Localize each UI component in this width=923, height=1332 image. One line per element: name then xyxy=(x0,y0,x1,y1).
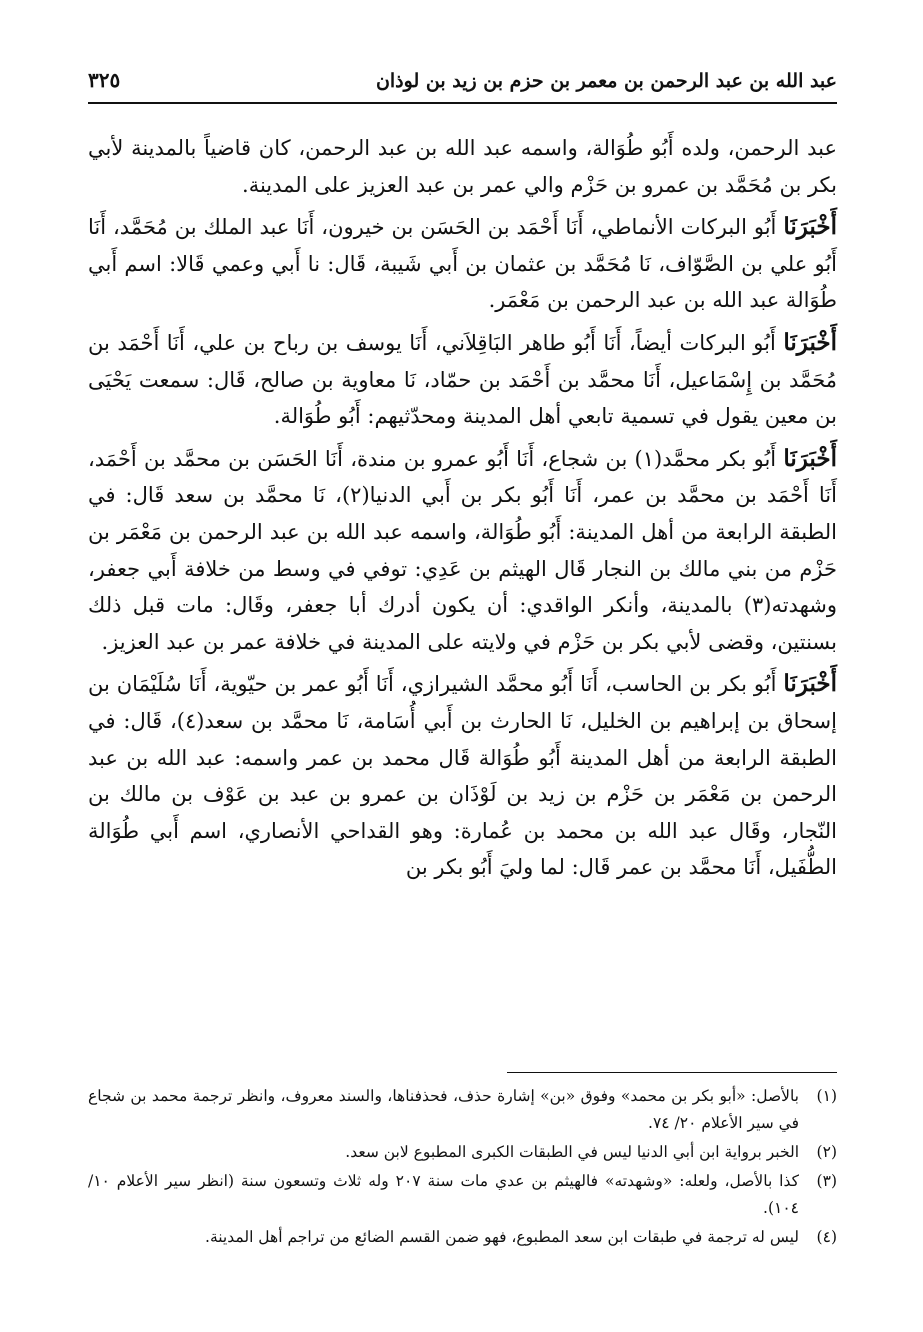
footnote-number: (١) xyxy=(816,1087,837,1105)
paragraph-text: عبد الرحمن، ولده أَبُو طُوَالة، واسمه عبد الله بن عبد الرحمن، كان قاضياً بالمدينة لأبي بكر بن مُحَمَّد بن عمرو بن حَزْم والي عمر بن عبد العزيز على المدينة. xyxy=(88,136,837,197)
footnotes xyxy=(88,1083,837,1253)
paragraph-text: أَبُو البركات الأنماطي، أَنَا أَحْمَد بن الحَسَن بن خيرون، أَنَا عبد الملك بن مُحَمَّد، أَنَا أَبُو علي بن الصَّوّاف، نَا مُحَمَّد بن عثمان بن أَبي شَيبة، قَال: نا أَبي وعمي قَالا: اسم أَبي طُوَالة عبد الله بن عبد الرحمن بن مَعْمَر. xyxy=(88,215,837,313)
running-title: عبد الله بن عبد الرحمن بن معمر بن حزم بن زيد بن لوذان xyxy=(375,70,837,92)
paragraph xyxy=(88,325,837,435)
paragraph-lead: أَخْبَرَنَا xyxy=(783,444,837,472)
footnote-text: ليس له ترجمة في طبقات ابن سعد المطبوع، فهو ضمن القسم الضائع من تراجم أهل المدينة. xyxy=(205,1228,799,1246)
paragraph-text: أَبُو البركات أيضاً، أَنَا أَبُو طاهر البَاقِلاَني، أَنَا يوسف بن رباح بن علي، أَنَا أَحْمَد بن مُحَمَّد بن إِسْمَاعيل، أَنَا محمَّد بن أَحْمَد بن حمّاد، نَا معاوية بن صالح، قَال: سمعت يَحْيَى بن معين يقول في تسمية تابعي أهل المدينة ومحدّثيهم: أَبُو طُوَالة. xyxy=(88,330,837,429)
running-header xyxy=(88,66,837,104)
footnote-number: (٤) xyxy=(816,1228,837,1246)
footnote-number: (٣) xyxy=(816,1172,837,1190)
footnote-text: بالأصل: «أبو بكر بن محمد» وفوق «بن» إشارة حذف، فحذفناها، والسند معروف، وانظر ترجمة محمد بن شجاع في سير الأعلام ٢٠/ ٧٤. xyxy=(88,1087,799,1132)
main-text xyxy=(88,130,837,892)
paragraph-lead: أَخْبَرَنَا xyxy=(783,328,837,356)
footnote xyxy=(88,1139,837,1166)
footnote xyxy=(88,1083,837,1137)
footnote-text: كذا بالأصل، ولعله: «وشهدته» فالهيثم بن عدي مات سنة ٢٠٧ وله ثلاث وتسعون سنة (انظر سير الأعلام ١٠/ ١٠٤). xyxy=(88,1172,799,1217)
footnote xyxy=(88,1168,837,1222)
paragraph xyxy=(88,130,837,203)
paragraph-text: أَبُو بكر بن الحاسب، أَنَا أَبُو محمَّد الشيرازي، أَنَا أَبُو عمر بن حيّوية، أَنَا سُلَيْمَان بن إسحاق بن إبراهيم بن الخليل، نَا الحارث بن أَبي أُسَامة، نَا محمَّد بن سعد(٤)، قَال: في الطبقة الرابعة من أهل المدينة أَبُو طُوَالة قَال محمد بن عمر واسمه: عبد الله بن عبد الرحمن بن مَعْمَر بن حَزْم بن زيد بن لَوْذَان بن عمرو بن عبد بن عَوْف بن مالك بن النّجار، وقَال عبد الله بن محمد بن عُمارة: وهو القداحي الأنصاري، اسم أَبي طُوَالة الطُّفَيل، أَنَا محمَّد بن عمر قَال: لما وليَ أَبُو بكر بن xyxy=(88,672,837,880)
paragraph-lead: أَخْبَرَنَا xyxy=(783,213,837,241)
paragraph xyxy=(88,441,837,661)
paragraph-text: أَبُو بكر محمَّد(١) بن شجاع، أَنَا أَبُو عمرو بن مندة، أَنَا الحَسَن بن محمَّد بن أَحْمَد، أَنَا أَحْمَد بن محمَّد بن عمر، أَنَا أَبُو بكر بن أَبي الدنيا(٢)، نَا محمَّد بن سعد قَال: في الطبقة الرابعة من أهل المدينة: أَبُو طُوَالة، واسمه عبد الله بن عبد الرحمن بن مَعْمَر بن حَزْم من بني مالك بن النجار قَال الهيثم بن عَدِي: توفي في وسط من خلافة أَبي جعفر، وشهدته(٣) بالمدينة، وأنكر الواقدي: أن يكون أدرك أبا جعفر، وقَال: مات قبل ذلك بسنتين، وقضى لأبي بكر بن حَزْم في ولايته على المدينة في خلافة عمر بن عبد العزيز. xyxy=(88,446,837,654)
paragraph xyxy=(88,666,837,886)
paragraph xyxy=(88,209,837,319)
footnote-separator xyxy=(507,1072,837,1073)
footnote xyxy=(88,1224,837,1251)
page-number: ٣٢٥ xyxy=(88,68,121,92)
paragraph-lead: أَخْبَرَنَا xyxy=(783,670,837,698)
footnote-text: الخبر برواية ابن أبي الدنيا ليس في الطبقات الكبرى المطبوع لابن سعد. xyxy=(345,1143,799,1161)
footnote-number: (٢) xyxy=(816,1143,837,1161)
